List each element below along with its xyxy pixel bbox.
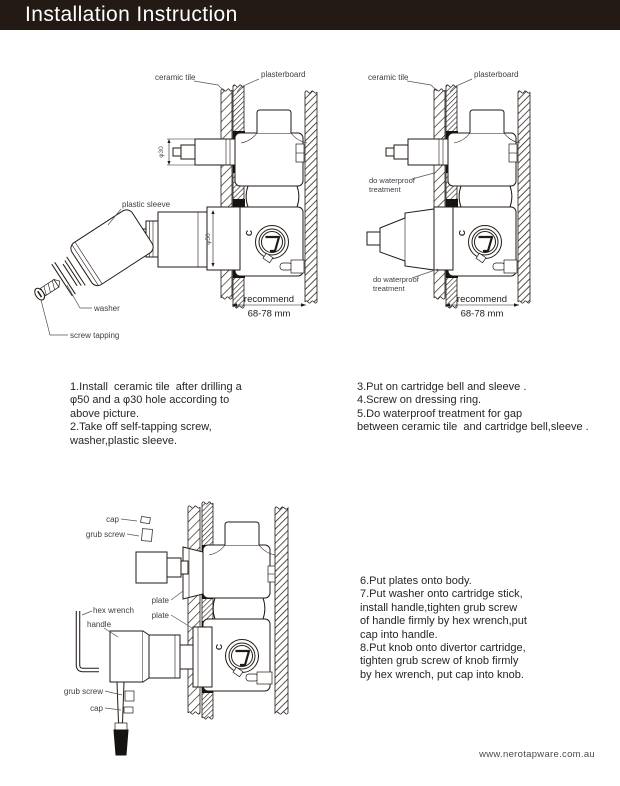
leader-ceramic-tile [407,81,437,91]
instruction-line: 3.Put on cartridge bell and sleeve . [357,381,527,393]
label-cap-top: cap [106,515,119,524]
c-mark: C [244,229,254,237]
fixing-screw [246,674,258,681]
grub-screw-piece [141,529,152,542]
leader-screw-tapping [41,300,68,335]
instruction-line: 2.Take off self-tapping screw, [70,421,212,434]
cartridge-stick [386,139,448,165]
dressing-ring [434,207,453,270]
inlet-pipe [257,110,291,133]
instructions-steps-3-5 [357,381,617,435]
instruction-line: above picture. [70,407,140,420]
wall-stud [275,507,288,714]
label-waterproof-bottom-2: treatment [373,284,405,293]
leader-waterproof-top [412,173,434,179]
instructions-steps-1-2 [70,381,320,448]
fixing-screw [493,263,505,270]
grub-screw-piece [125,691,134,701]
instruction-line: φ50 and a φ30 hole according to [70,394,230,407]
page-title: Installation Instruction [25,3,238,26]
instruction-line: 6.Put plates onto body. [360,575,472,587]
cap-piece [124,707,133,713]
website-url: www.nerotapware.com.au [479,749,595,760]
c-mark: C [457,229,467,237]
c-mark: C [214,643,224,651]
instruction-line: tighten grub screw of knob firmly [360,655,519,668]
knob [136,552,188,583]
tapping-screw [33,276,64,302]
instruction-line: 8.Put knob onto divertor cartridge, [360,642,526,655]
plastic-sleeve [68,207,156,288]
instructions-steps-6-8 [360,575,600,682]
label-plate-top: plate [151,596,169,605]
inlet-pipe [225,522,259,545]
label-ceramic-tile: ceramic tile [368,73,409,82]
label-plate-bottom: plate [151,611,169,620]
seal [446,199,458,207]
recommend-range: 68-78 mm [247,308,291,320]
label-hex-wrench: hex wrench [93,606,134,615]
instruction-line: 7.Put washer onto cartridge stick, [360,588,523,601]
leader-cap-top [121,519,137,521]
leader-ceramic-tile [194,81,224,91]
seal [233,199,245,207]
instruction-line: washer,plastic sleeve. [70,434,177,447]
label-ceramic-tile: ceramic tile [155,73,196,82]
instruction-line: of handle firmly by hex wrench,put [360,615,527,628]
header-bar [0,0,620,30]
wall-stud [305,91,317,303]
diagram-waterproof [350,55,585,355]
washer [52,262,76,296]
instruction-line: between ceramic tile and cartridge bell,sleeve . [357,421,589,434]
handle [110,631,193,682]
exploded-parts [30,207,156,318]
label-grub-screw-bottom: grub screw [63,687,103,696]
svg-text:φ50: φ50 [205,233,212,245]
instruction-line: install handle,tighten grub screw [360,601,518,614]
label-grub-screw-top: grub screw [85,530,125,539]
cap-piece [141,516,151,523]
leader-plate-top [171,591,183,600]
mount-tab [257,672,272,684]
label-washer: washer [94,304,120,313]
leader-hex-wrench [82,611,92,615]
label-plasterboard: plasterboard [261,70,306,79]
instruction-line: 4.Screw on dressing ring. [357,394,482,407]
inlet-pipe [470,110,504,133]
label-plasterboard: plasterboard [474,70,519,79]
label-handle: handle [87,620,112,629]
label-waterproof-bottom-1: do waterproof [373,275,419,284]
cartridge-stick [173,139,235,165]
recommend-range: 68-78 mm [460,308,504,320]
mount-tab [291,260,304,273]
svg-text:φ30: φ30 [158,146,165,158]
leader-washer [67,285,92,308]
leader-grub-screw-top [127,534,139,536]
recommend-label: recommend [456,294,508,305]
diagram-handle-assembly [40,495,310,765]
label-plastic-sleeve: plastic sleeve [122,200,171,209]
label-screw-tapping: screw tapping [70,331,120,340]
fixing-screw [280,263,292,270]
instruction-line: cap into handle. [360,628,438,641]
recommend-label: recommend [243,294,295,305]
label-waterproof-top-1: do waterproof [369,176,415,185]
instruction-line: 1.Install ceramic tile after drilling a [70,381,242,393]
plate-lower [193,627,212,687]
mount-tab [504,260,517,273]
instruction-line: 5.Do waterproof treatment for gap [357,407,523,420]
label-cap-bottom: cap [90,704,103,713]
wall-stud [518,91,530,303]
instruction-line: by hex wrench, put cap into knob. [360,668,524,681]
cartridge-bell [367,209,434,270]
diagram-install-tile [30,55,335,355]
label-waterproof-top-2: treatment [369,185,401,194]
